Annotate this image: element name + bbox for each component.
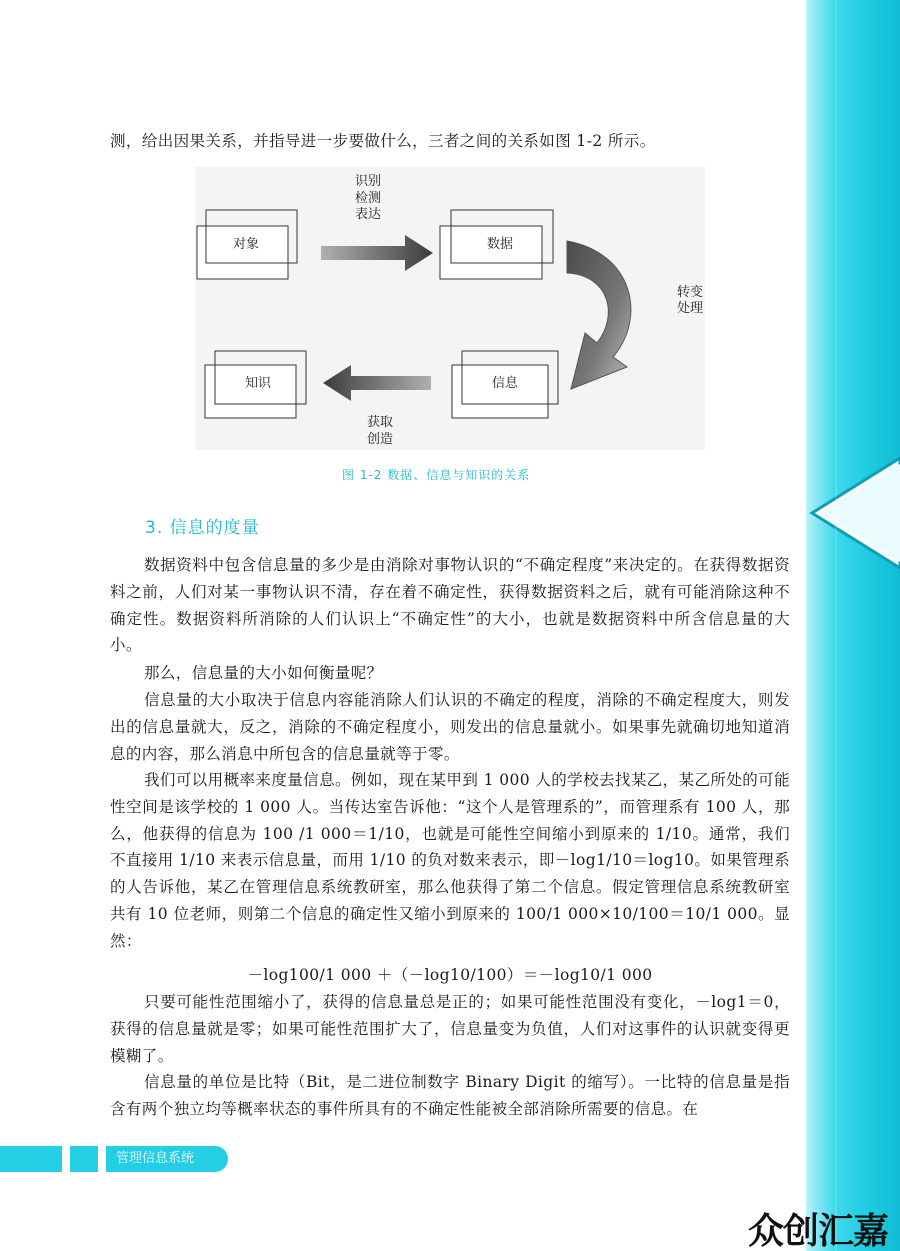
intro-line: 测，给出因果关系，并指导进一步要做什么，三者之间的关系如图 1-2 所示。 — [110, 132, 656, 150]
paragraph-6: 信息量的单位是比特（Bit，是二进位制数字 Binary Digit 的缩写）。一比特的信息量是指含有两个独立均等概率状态的事件所具有的不确定性能被全部消除所需要的信息。在 — [110, 1073, 790, 1118]
paragraph-3: 信息量的大小取决于信息内容能消除人们认识的不确定的程度，消除的不确定程度大，则发出的信息量就大，反之，消除的不确定程度小，则发出的信息量就小。如果事先就确切地知道消息的内容，那么消息中所包含的信息量就等于零。 — [110, 691, 790, 763]
label-transform — [677, 284, 703, 316]
arrow-right-icon — [321, 235, 433, 271]
footer-block — [0, 1146, 62, 1172]
paragraph-5: 只要可能性范围缩小了，获得的信息量总是正的；如果可能性范围没有变化，－log1＝0，获得的信息量就是零；如果可能性范围扩大了，信息量变为负值，人们对这事件的认识就变得更模糊了。 — [110, 993, 790, 1065]
label-transform-2: 处理 — [677, 301, 704, 316]
paragraph-1: 数据资料中包含信息量的多少是由消除对事物认识的“不确定程度”来决定的。在获得数据资料之前，人们对某一事物认识不清，存在着不确定性，获得数据资料之后，就有可能消除这种不确定性。数据资料所消除的人们认识上“不确定性”的大小，也就是数据资料中所含信息量的大小。 — [110, 556, 790, 655]
figure-caption: 图 1-2 数据、信息与知识的关系 — [342, 468, 531, 482]
box-object — [197, 210, 297, 279]
label-acquire-2: 创造 — [367, 432, 394, 447]
box-knowledge-label: 知识 — [245, 376, 272, 391]
curved-arrow-icon — [567, 241, 631, 389]
label-transform-1: 转变 — [677, 285, 704, 300]
page-number: 8 — [832, 505, 840, 520]
watermark-logo: 众创汇嘉 — [748, 1211, 889, 1251]
figure-1-2 — [195, 167, 705, 450]
box-data — [440, 210, 553, 279]
paragraph-2: 那么，信息量的大小如何衡量呢？ — [144, 664, 383, 682]
label-identify-3: 表达 — [355, 207, 382, 222]
box-information — [452, 351, 558, 418]
box-knowledge — [205, 351, 306, 418]
page-tab-shape — [806, 0, 900, 1251]
paragraph-4: 我们可以用概率来度量信息。例如，现在某甲到 1 000 人的学校去找某乙，某乙所处的可能性空间是该学校的 1 000 人。当传达室告诉他：“这个人是管理系的”，而管理系有 100 人，那么，他获得的信息为 100 /1 000＝1/10，也就是可能性空间缩小到原来的 1/10。通常，我们不直接用 1/10 来表示信息量，而用 1/10 的负对数来表示，即－log1/10＝log10。如果管理系的人告诉他，某乙在管理信息系统教研室，那么他获得了第二个信息。假定管理信息系统教研室共有 10 位老师，则第二个信息的确定性又缩小到原来的 100/1 000×10/100＝10/1 000。显然： — [110, 771, 790, 950]
figure-diagram — [195, 167, 705, 450]
label-identify-2: 检测 — [355, 191, 382, 206]
label-acquire — [367, 415, 393, 447]
box-object-label: 对象 — [233, 237, 260, 252]
label-identify-1: 识别 — [355, 174, 382, 189]
footer-block-small — [70, 1146, 98, 1172]
label-identify — [355, 173, 381, 222]
box-data-label: 数据 — [487, 237, 514, 252]
box-information-label: 信息 — [492, 376, 519, 391]
formula: －log100/1 000 ＋（－log10/100）＝－log10/1 000 — [247, 966, 653, 984]
label-acquire-1: 获取 — [367, 415, 394, 430]
section-title: 3. 信息的度量 — [145, 518, 260, 538]
footer-book-title: 管理信息系统 — [106, 1146, 228, 1172]
arrow-left-icon — [323, 365, 431, 401]
